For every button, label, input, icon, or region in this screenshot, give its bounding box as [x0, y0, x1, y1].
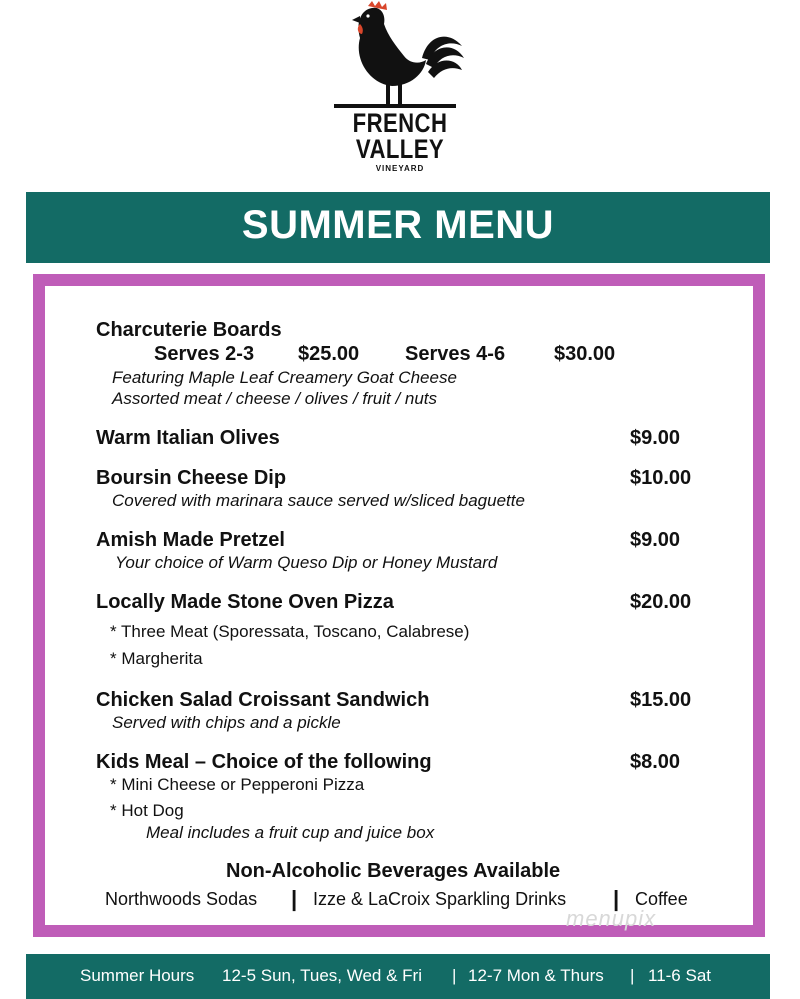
- kids-meal-name: Kids Meal – Choice of the following: [96, 751, 432, 773]
- charcuterie-name: Charcuterie Boards: [96, 319, 282, 341]
- boursin-price: $10.00: [630, 467, 692, 489]
- sandwich-price: $15.00: [630, 689, 692, 711]
- boursin-desc: Covered with marinara sauce served w/sliced baguette: [112, 491, 525, 510]
- beverage-separator-2: |: [613, 886, 620, 911]
- pretzel-price: $9.00: [630, 529, 681, 551]
- kids-meal-price: $8.00: [630, 751, 681, 773]
- vineyard-logo: [330, 0, 470, 180]
- beverage-separator-1: |: [291, 886, 298, 911]
- charcuterie-serves-b: Serves 4-6: [405, 343, 506, 365]
- sandwich-desc: Served with chips and a pickle: [112, 713, 341, 732]
- pretzel-desc: Your choice of Warm Queso Dip or Honey Mustard: [115, 553, 498, 572]
- watermark: menupix: [566, 906, 657, 931]
- hours-3: 11-6 Sat: [648, 966, 712, 985]
- hours-separator-1: |: [452, 966, 457, 985]
- rooster-icon: [330, 0, 470, 110]
- pretzel-name: Amish Made Pretzel: [96, 529, 285, 551]
- charcuterie-desc-1: Featuring Maple Leaf Creamery Goat Cheese: [112, 368, 457, 387]
- olives-price: $9.00: [630, 427, 681, 449]
- charcuterie-price-a: $25.00: [298, 343, 360, 365]
- hours-1: 12-5 Sun, Tues, Wed & Fri: [222, 966, 422, 985]
- hours-label: Summer Hours: [80, 966, 195, 985]
- hours-footer: [26, 954, 770, 999]
- olives-name: Warm Italian Olives: [96, 427, 280, 449]
- brand-line-1: FRENCH: [352, 108, 448, 138]
- beverage-item-3: Coffee: [635, 889, 688, 909]
- pizza-name: Locally Made Stone Oven Pizza: [96, 591, 394, 613]
- pizza-option-2: * Margherita: [110, 649, 203, 668]
- kids-option-1: * Mini Cheese or Pepperoni Pizza: [110, 775, 365, 794]
- kids-meal-note: Meal includes a fruit cup and juice box: [146, 823, 435, 842]
- hours-2: 12-7 Mon & Thurs: [468, 966, 604, 985]
- brand-line-3: VINEYARD: [375, 164, 425, 173]
- beverage-item-1: Northwoods Sodas: [105, 889, 258, 909]
- beverage-item-2: Izze & LaCroix Sparkling Drinks: [313, 889, 567, 909]
- charcuterie-desc-2: Assorted meat / cheese / olives / fruit / nuts: [112, 389, 438, 408]
- brand-line-2: VALLEY: [355, 134, 445, 164]
- menu-title-banner: SUMMER MENU: [26, 192, 770, 263]
- beverages-title: Non-Alcoholic Beverages Available: [226, 860, 561, 882]
- sandwich-name: Chicken Salad Croissant Sandwich: [96, 689, 430, 711]
- pizza-option-1: * Three Meat (Sporessata, Toscano, Calabrese): [110, 622, 470, 641]
- charcuterie-serves-a: Serves 2-3: [154, 343, 255, 365]
- kids-option-2: * Hot Dog: [110, 801, 184, 820]
- hours-separator-2: |: [630, 966, 635, 985]
- boursin-name: Boursin Cheese Dip: [96, 467, 287, 489]
- charcuterie-price-b: $30.00: [554, 343, 616, 365]
- pizza-price: $20.00: [630, 591, 692, 613]
- menu-frame: [33, 274, 765, 937]
